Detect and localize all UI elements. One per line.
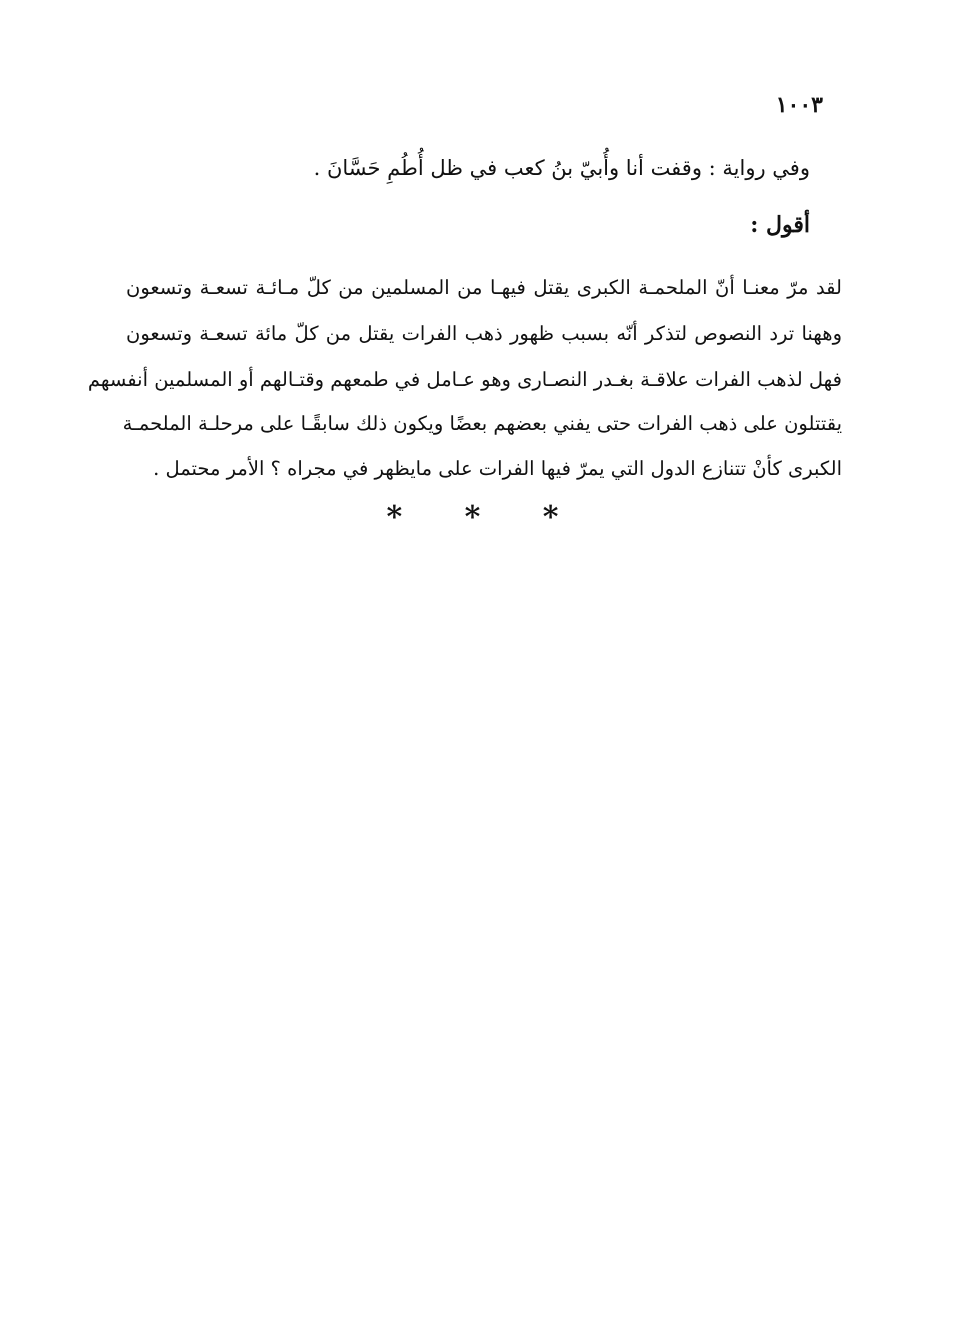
page-number: ١٠٠٣ bbox=[775, 92, 823, 118]
paragraph-line: فهل لذهب الفرات علاقـة بغـدر النصـارى وهو عـامل في طمعهم وقتـالهم أو المسلمين أنفسهم bbox=[87, 368, 842, 391]
paragraph-line: يقتتلون على ذهب الفرات حتى يفني بعضهم بعضًا ويكون ذلك سابقًـا على مرحلـة الملحمـة bbox=[122, 412, 842, 435]
paragraph-line: وههنا ترد النصوص لتذكر أنّه بسبب ظهور ذهب الفرات يقتل من كلّ مائة تسعـة وتسعون bbox=[126, 322, 842, 345]
paragraph-line: لقد مرّ معنـا أنّ الملحمـة الكبرى يقتل فيهـا من المسلمين من كلّ مـائـة تسعـة وتسعون bbox=[126, 276, 842, 299]
section-heading: أقول : bbox=[750, 212, 810, 238]
narration-line: وفي رواية : وقفت أنا وأُبيّ بنُ كعب في ظل أُطُمِ حَسَّانَ . bbox=[313, 156, 810, 180]
section-separator: * * * bbox=[386, 500, 585, 535]
paragraph-line: الكبرى كأنْ تتنازع الدول التي يمرّ فيها الفرات على مايظهر في مجراه ؟ الأمر محتمل . bbox=[153, 457, 842, 480]
